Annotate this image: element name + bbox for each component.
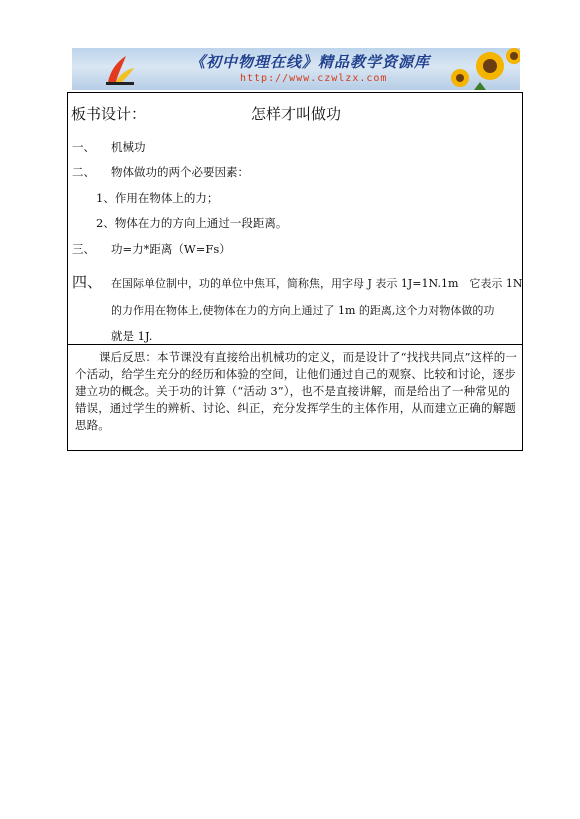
row-divider (68, 344, 522, 345)
banner-url[interactable]: http://www.czwlzx.com (240, 73, 388, 84)
reflection-text: 课后反思：本节课没有直接给出机械功的定义，而是设计了“找找共同点”这样的一个活动，给学生充分的经历和体验的空间，让他们通过自己的观察、比较和讨论，逐步建立功的概念。关于功的计算（“活动 3”），也不是直接讲解，而是给出了一种常见的错误，通过学生的辨析、讨论、纠正，充分发挥学生的主体作用，从而建立正确的解题思路。 (75, 350, 517, 432)
item-text: 就是 1J. (111, 329, 153, 343)
header-banner (72, 48, 520, 90)
item-number: 三、 (72, 242, 95, 256)
item-number: 二、 (72, 165, 95, 179)
item-text: 在国际单位制中，功的单位中焦耳，简称焦，用字母 J 表示 1J=1N.1m 它表示 1N (111, 277, 523, 290)
sub-item-text: 1、作用在物体上的力； (96, 191, 219, 205)
formula-text: 功=力*距离（W=Fs） (111, 242, 231, 256)
sub-item-text: 2、物体在力的方向上通过一段距离。 (96, 216, 288, 230)
lesson-table (67, 92, 523, 451)
item-number: 一、 (72, 140, 95, 154)
item-text: 物体做功的两个必要因素： (111, 165, 249, 179)
logo-icon (102, 52, 136, 86)
banner-title: 《初中物理在线》精品教学资源库 (190, 53, 431, 71)
lesson-subject: 怎样才叫做功 (251, 105, 342, 123)
item-number: 四、 (72, 273, 103, 291)
board-heading: 板书设计： (71, 105, 147, 123)
item-text: 的力作用在物体上,使物体在力的方向上通过了 1m 的距离,这个力对物体做的功 (111, 304, 495, 317)
sunflower-icon (430, 48, 520, 90)
item-text: 机械功 (111, 140, 146, 154)
